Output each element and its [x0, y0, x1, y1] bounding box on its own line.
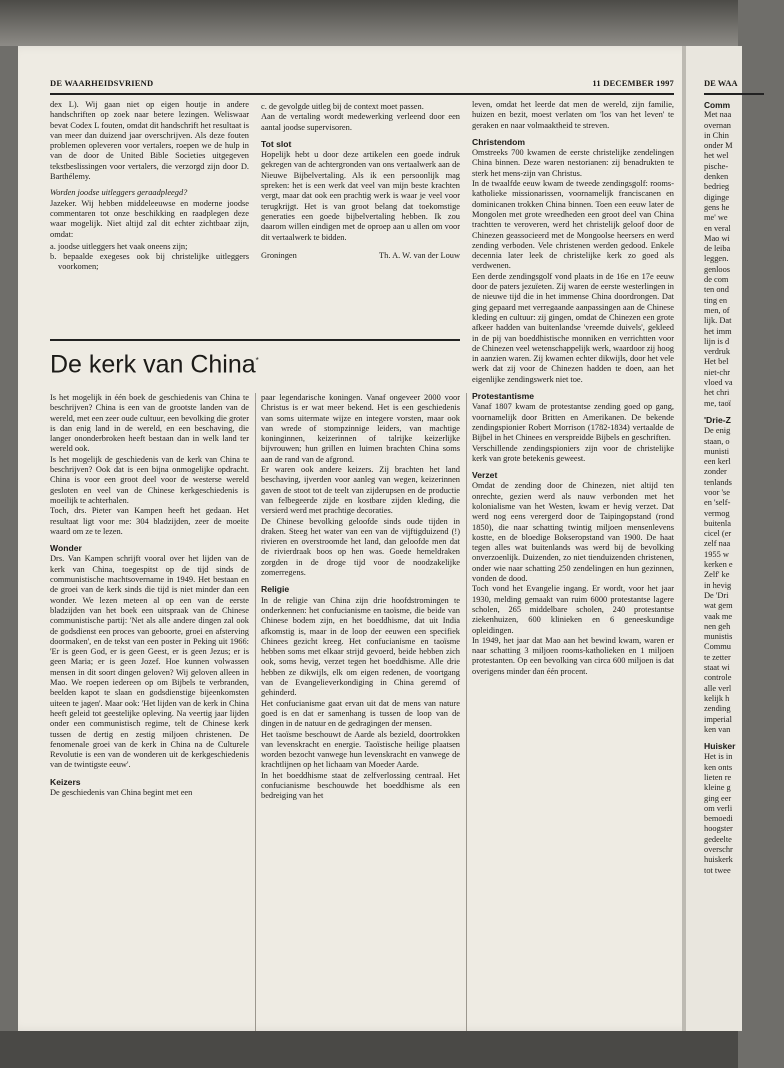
article-column-1 [50, 393, 249, 798]
paragraph: Is het mogelijk de geschiedenis van de kerk van China te beschrijven? Ook dat is een bijna onmogelijke opdracht. China is voor een groot deel voor de westerse wereld gesloten en veel van de Chinese kerkgeschiedenis is moeilijk te achterhalen. [50, 454, 249, 505]
cropped-text-line: en 'self- [704, 498, 731, 508]
cropped-text-line: de leiba [704, 244, 731, 254]
column-rule [255, 393, 256, 1041]
section-heading: Christendom [472, 136, 525, 147]
article-title-text: De kerk van China [50, 350, 256, 379]
section-heading: Verzet [472, 470, 498, 481]
article-divider [50, 339, 460, 341]
cropped-text-line: vloed va [704, 378, 733, 388]
list-item: b. bepaalde exegeses ook bij christelijke uitleggers voorkomen; [50, 252, 249, 272]
paragraph: Aan de vertaling wordt medewerking verleend door een aantal joodse supervisoren. [261, 112, 460, 132]
cropped-text-line: het imm [704, 326, 732, 336]
cropped-text-line: lijk. Dat [704, 316, 732, 326]
cropped-text-line: zending [704, 704, 731, 714]
cropped-text-line: gedeelte [704, 834, 732, 844]
header-rule [50, 93, 674, 95]
top-column-1 [50, 100, 249, 273]
cropped-text-line: munisti [704, 446, 730, 456]
cropped-text-line: bemoedi [704, 814, 733, 824]
cropped-text-line: ten ond [704, 285, 729, 295]
cropped-text-line: onder M [704, 141, 733, 151]
paragraph: In het boeddhisme staat de zelfverlossing centraal. Het confucianisme beschouwde het boeddhisme als een bedreiging van het [261, 770, 460, 801]
next-page-header-rule [704, 93, 764, 95]
paragraph: Hopelijk hebt u door deze artikelen een goede indruk gekregen van de achtergronden van ons vertaalwerk aan de Nieuwe Bijbelvertaling. Als ik een persoonlijk mag spreken: het is een werk dat veel van mijn beste krachten vergt, maar dat ook een prachtig werk is waar je veel voor terugkrijgt. Het is van groot belang dat toekomstige generaties een goede bijbelvertaling hebben. Ik zou daarom willen eindigen met de oproep aan u allen om voor dit vertaalwerk te bidden. [261, 150, 460, 242]
cropped-text-line: een kerl [704, 457, 731, 467]
next-page-column [704, 100, 784, 876]
cropped-text-line: De 'Dri [704, 590, 729, 600]
paragraph: Jazeker. Wij hebben middeleeuwse en moderne joodse commentaren tot onze beschikking en raadplegen deze waar mogelijk. Niet altijd zal dit echter zichtbaar zijn, omdat: [50, 198, 249, 239]
paragraph: In de religie van China zijn drie hoofdstromingen te onderkennen: het confucianisme en taoïsme, die beide van Chinese bodem zijn, en het boeddhisme, dat uit India afkomstig is, maar in de loop der eeuwen een specifiek Chinees gezicht kreeg. Het confucianisme en taoïsme hebben soms met elkaar strijd gevoerd, beide hebben zich ook, soms hevig, verzet tegen het boeddhisme. Alle drie hebben ze dikwijls, elk om eigen redenen, de voortgang van de Evangelieverkondiging in China geremd of gehinderd. [261, 595, 460, 698]
cropped-text-line: tenlands [704, 477, 732, 487]
list-item: c. de gevolgde uitleg bij de context moet passen. [261, 102, 424, 111]
paragraph: Vanaf 1807 kwam de protestantse zending goed op gang, voornamelijk door Britten en Amerikanen. De bekende zendingspionier Robert Morrison (1782-1834) vertaalde de Bijbel in het Chinees en verspreidde Bijbels en geschriften. [472, 402, 674, 443]
top-column-2 [261, 100, 460, 261]
cropped-text-line: ken van [704, 724, 731, 734]
cropped-text-line: munistis [704, 632, 733, 642]
cropped-text-line: men, of [704, 305, 730, 315]
cropped-text-line: Zelf' ke [704, 570, 730, 580]
cropped-text-line: kleine g [704, 783, 731, 793]
cropped-text-line: lieten re [704, 773, 732, 782]
cropped-text-line: niet-chr [704, 367, 731, 377]
question-heading: Worden joodse uitleggers geraadpleegd? [50, 188, 188, 198]
cropped-text-line: cicel (er [704, 529, 732, 539]
section-heading: Wonder [50, 543, 82, 554]
issue-date: 11 DECEMBER 1997 [592, 78, 674, 88]
cropped-text-line: tot twee [704, 865, 731, 875]
column-rule [466, 393, 467, 1041]
cropped-text-line: gens he [704, 202, 730, 212]
paragraph: leven, omdat het leerde dat men de wereld, zijn familie, huizen en bezit, moest verlaten om 'los van het leven' te geraken en naar volmaaktheid te streven. [472, 100, 674, 130]
cropped-section-heading: Comm [704, 100, 731, 110]
cropped-text-line: te zetter [704, 652, 731, 662]
paragraph: In 1949, het jaar dat Mao aan het bewind kwam, waren er naar schatting 3 miljoen rooms-katholieken en 1 miljoen protestanten. Op een bevolking van circa 600 miljoen is dat overigens minder dan één procent. [472, 635, 674, 676]
paragraph: Verschillende zendingspioniers zijn voor de christelijke kerk van grote betekenis geweest. [472, 443, 674, 463]
cropped-text-line: vermog [704, 508, 730, 518]
cropped-text-line: alle verl [704, 683, 732, 693]
cropped-text-line: Mao wi [704, 233, 730, 243]
cropped-text-line: De enig [704, 426, 731, 436]
cropped-text-line: en veral [704, 223, 731, 233]
publication-name: DE WAARHEIDSVRIEND [50, 78, 154, 88]
cropped-text-line: in hevig [704, 580, 732, 590]
signature-author: Th. A. W. van der Louw [379, 250, 460, 260]
cropped-text-line: verdruk [704, 347, 731, 357]
signature-place: Groningen [261, 250, 297, 260]
cropped-text-line: diginge [704, 192, 730, 202]
cropped-text-line: ging eer [704, 793, 732, 803]
cropped-text-line: in Chin [704, 130, 729, 140]
paragraph: Drs. Van Kampen schrijft vooral over het lijden van de kerk van China, toegespitst op de tijd sinds de communistische machtsovername in 1949. Het bestaan en de groei van de kerk sinds die tijd is niet minder dan een wonder. We lezen meteen al op een van de eerste bladzijden van het boek een uitspraak van de Chinese communistische partij: 'Net als alle andere dingen zal ook de godsdienst een proces van geboorte, groei en afsterving doormaken', en de tekst van een poster in Peking uit 1966: 'Er is geen God, er is geen Geest, er is geen Jezus; er is geen Maria; er is geen Jozef. Hoe kunnen volwassen mensen in dit soort dingen geloven? Wij geloven alleen in Mao. We roepen iedereen op om Bijbels te verbranden, beelden kapot te slaan en godsdienstige bijeenkomsten uiteen te jagen'. Maar ook: 'Het lijden van de kerk in China heeft geleid tot geestelijke opleving. Na veertig jaar lijden onder een communistisch regime, telt de Chinese kerk tussen de dertig en zestig miljoen christenen. De fenomenale groei van de kerk in China na de Culturele Revolutie is een van de wonderen uit de kerkgeschiedenis van de twintigste eeuw'. [50, 554, 249, 770]
cropped-text-line: me, taoï [704, 398, 731, 408]
cropped-text-line: pische- [704, 161, 729, 171]
article-title [50, 346, 259, 379]
cropped-text-line: voor 'se [704, 487, 730, 497]
cropped-text-line: staan, o [704, 436, 730, 446]
paragraph: Toch vond het Evangelie ingang. Er wordt, voor het jaar 1930, melding gemaakt van ruim 6000 protestantse lagere scholen, 265 middelbare scholen, 240 protestantse ziekenhuizen, 600 klinieken en 6 geneeskundige opleidingen. [472, 584, 674, 635]
cropped-text-line: denken [704, 172, 729, 182]
newspaper-page [18, 46, 700, 1031]
next-page-edge [682, 46, 742, 1031]
cropped-text-line: het wel [704, 151, 729, 161]
cropped-text-line: het chri [704, 388, 730, 398]
paragraph: Het confucianisme gaat ervan uit dat de mens van nature goed is en dat er samenhang is tussen de loop van de dingen in de natuur en de gedragingen der mensen. [261, 698, 460, 729]
cropped-text-line: Het is in [704, 752, 733, 762]
scan-border-bottom [0, 1031, 738, 1068]
cropped-text-line: staat wi [704, 663, 730, 673]
cropped-section-heading: 'Drie-Z [704, 414, 731, 425]
cropped-text-line: leggen. [704, 254, 729, 264]
cropped-text-line: 1955 w [704, 549, 729, 559]
footnote-marker: * [255, 356, 259, 365]
signature-line [261, 251, 460, 261]
cropped-text-line: de com [704, 275, 729, 285]
paragraph: De Chinese bevolking geloofde sinds oude tijden in draken. Steeg het water van een van de vijftigduizend (!) rivieren en overstroomde het land, dan geloofde men dat de rivierdraak boos op hen was. Goede hemeldraken zorgden in de droge tijd voor de noodzakelijke zomerregens. [261, 516, 460, 578]
paragraph: Toch, drs. Pieter van Kampen heeft het gedaan. Het resultaat ligt voor me: 304 bladzijden, zeer de moeite waard om ze te lezen. [50, 506, 249, 536]
cropped-text-line: ken onts [704, 762, 733, 772]
cropped-text-line: vaak me [704, 611, 733, 621]
list-item: a. joodse uitleggers het vaak oneens zijn; [50, 241, 188, 251]
cropped-text-line: overnan [704, 120, 731, 130]
running-header [50, 78, 674, 92]
paragraph: De geschiedenis van China begint met een [50, 787, 193, 797]
reasons-list-continued [261, 102, 460, 112]
article-column-2 [261, 393, 460, 802]
cropped-text-line: Commu [704, 642, 731, 652]
paragraph: paar legendarische koningen. Vanaf ongeveer 2000 voor Christus is er wat meer bekend. Het is een geschiedenis van soms uitermate wijze en integere vorsten, maar ook van wrede of stompzinnige leiders, van machtige koninginnen, keizerinnen of talrijke keizerlijke bijvrouwen; hun grillen en luimen brachten China soms aan de rand van de afgrond. [261, 393, 460, 464]
article-column-3 [472, 100, 674, 677]
cropped-text-line: hoogster [704, 824, 733, 834]
section-heading: Keizers [50, 776, 81, 787]
paragraph: Een derde zendingsgolf vond plaats in de 16e en 17e eeuw door de paters jezuïeten. Zij waren de eerste westerlingen in de nieuwe tijd die in het immense China doordrongen. Dat ging gepaard met verregaande aanpassingen aan de Chinese kleding en cultuur: zij gingen, omdat de Chinezen een grote afkeer hadden van buitenlandse 'vreemde duivels', gekleed in de pij van boeddhistische monniken en verrichtten voor de Chinezen veel wetenschappelijk werk, waardoor zij hoog in aanzien waren. Zij kwamen echter dikwijls, door het vele werk dat zij voor de Chinezen hadden te doen, aan het eigenlijke zendingswerk niet toe. [472, 271, 674, 384]
cropped-section-heading: Huisker [704, 741, 736, 752]
cropped-text-line: me' we [704, 213, 728, 223]
cropped-text-line: kelijk h [704, 693, 730, 703]
cropped-text-line: zonder [704, 467, 727, 477]
cropped-text-line: om verli [704, 803, 733, 813]
paragraph: Omstreeks 700 kwamen de eerste christelijke zendelingen China binnen. Deze waren nestorianen: zij benadrukten te sterk het mens-zijn van Christus. [472, 148, 674, 178]
paragraph: Het taoïsme beschouwt de Aarde als bezield, doortrokken van levenskracht en energie. Taoïstische heilige plaatsen worden bezocht vanwege hun levenskracht en vanwege de krachtlijnen op het lichaam van Moeder Aarde. [261, 729, 460, 770]
section-heading: Tot slot [261, 138, 292, 149]
reasons-list [50, 242, 249, 273]
cropped-text-line: bedrieg [704, 182, 730, 192]
cropped-text-line: huiskerk [704, 855, 733, 865]
paragraph: Is het mogelijk in één boek de geschiedenis van China te beschrijven? China is een van de grootste landen van de wereld, met een zeer oude cultuur, een bevolking die groter is dan enig land in de wereld, en een beschaving, die langer ononderbroken heeft bestaan dan in welk land ter wereld ook. [50, 393, 249, 454]
cropped-text-line: lijn is d [704, 336, 730, 346]
cropped-text-line: kerken e [704, 560, 733, 570]
paragraph: Omdat de zending door de Chinezen, niet altijd ten onrechte, gezien werd als nauw verbonden met het kolonialisme van het Westen, kwam er hevig verzet. Dat werd nog eens verergerd door de Taipingopstand (rond 1850), die naar schatting twintig miljoen mensenlevens kostte, en de bloedige Bokseropstand van 1900. De haat tegen alles wat buitenlands was werd bij de bevolking onverzoenlijk. Duizenden, zo niet tienduizenden christenen, onder wie naar schatting 250 zendelingen en hun gezinnen, vonden de dood. [472, 481, 674, 584]
cropped-text-line: nen geh [704, 621, 731, 631]
cropped-text-line: wat gem [704, 601, 733, 611]
cropped-text-line: buitenla [704, 518, 731, 528]
cropped-text-line: zelf naa [704, 539, 731, 549]
cropped-text-line: controle [704, 673, 732, 683]
paragraph: In de twaalfde eeuw kwam de tweede zendingsgolf: rooms-katholieke missionarissen, voornamelijk franciscanen en dominicanen trokken China binnen. Toen een eeuw later de Mongolen met grote wreedheden een groot deel van China trachtten te veroveren, werd het christelijk geloof door de Chinezen geassocieerd met de Mongoolse heersers en werd zending verboden. Vele christenen werden gedood. Enkele decennia later leek de christelijke kerk zo goed als verdwenen. [472, 179, 674, 271]
cropped-text-line: overschr [704, 845, 733, 855]
cropped-text-line: imperial [704, 714, 732, 724]
cropped-text-line: ting en [704, 295, 728, 305]
section-heading: Religie [261, 584, 290, 595]
paragraph: dex L). Wij gaan niet op eigen houtje in andere handschriften op zoek naar betere lezingen. Weliswaar bevat Codex L fouten, omdat dit handschrift het resultaat is van meer dan duizend jaar overschrijven. Als deze fouten problemen opleveren voor vertalers, roepen we de hulp in van de door de United Bible Societies uitgegeven tekstbeslissingen voor vertalers, die verzorgd zijn door D. Barthélemy. [50, 100, 249, 182]
cropped-text-line: genloos [704, 264, 731, 274]
cropped-text-line: Met naa [704, 110, 732, 120]
cropped-text-line: Het bel [704, 357, 729, 367]
scan-border-top [0, 0, 738, 46]
paragraph: Er waren ook andere keizers. Zij brachten het land beschaving, ijverden voor aanleg van wegen, keizerinnen gaven de stoot tot de teelt van zijderupsen en de productie van felbegeerde zijde en kostbare zijden kleding, die versierd werd met prachtige decoraties. [261, 465, 460, 516]
section-heading: Protestantisme [472, 391, 535, 402]
next-page-header: DE WAA [704, 78, 738, 88]
